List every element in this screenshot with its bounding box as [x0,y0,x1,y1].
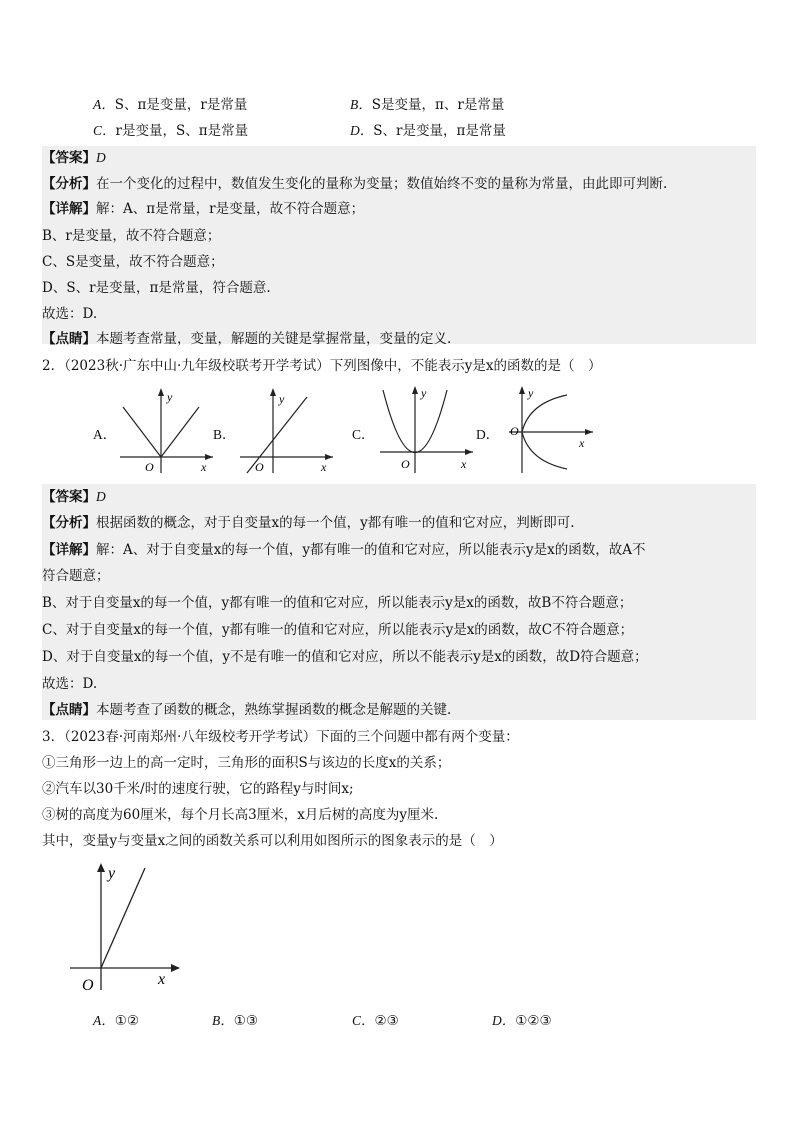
q2-graph-b [235,385,335,475]
q3-graph-line [101,868,145,968]
q3-option-b: B．①③ [212,1013,258,1029]
q3-option-d: D．①②③ [492,1013,552,1029]
q3-item-3: ③树的高度为60厘米，每个月长高3厘米，x月后树的高度为y厘米. [42,807,439,823]
q1-option-b: B．S是变量，π、r是常量 [350,97,505,113]
q2-graph-b-origin: O [255,460,264,474]
q3-graph-y-label: y [108,865,116,882]
q2-graph-c-x-arrow [465,449,473,455]
q3-option-c: C．②③ [352,1013,399,1029]
q1-detail-b: B、r是变量，故不符合题意； [42,228,221,244]
q1-choice: 故选：D. [42,306,98,322]
q2-graph-a-label: A． [93,427,117,442]
q2-analysis: 【分析】根据函数的概念，对于自变量x的每一个值，y都有唯一的值和它对应，判断即可. [42,515,575,531]
q2-graph-b-x-label: x [321,460,327,474]
q1-option-c: C．r是变量，S、π是常量 [93,123,249,139]
q2-graph-a-origin: O [145,460,154,474]
q1-option-a: A．S、π是变量，r是常量 [93,97,248,113]
q2-graph-a-x-label: x [201,460,207,474]
q3-graph-origin: O [82,977,94,994]
q1-option-d: D．S、r是变量，π是常量 [350,123,506,139]
q3-graph-x-arrow [171,964,180,972]
q3-option-a: A．①② [93,1013,139,1029]
q2-graph-a-y-arrow [158,388,164,396]
q2-detail-b: B、对于自变量x的每一个值，y都有唯一的值和它对应，所以能表示y是x的函数，故B不符合题意； [42,595,633,611]
q2-graph-d-y-label: y [528,386,534,400]
q1-answer: 【答案】D [42,150,106,166]
q2-graph-c-y-label: y [421,386,427,400]
q2-graph-b-y-arrow [270,388,276,396]
q2-graph-d-x-arrow [585,429,593,435]
q2-graph-d [495,385,595,475]
q2-graph-c-origin: O [401,457,410,471]
q2-stem: 2．（2023秋·广东中山·九年级校联考开学考试）下列图像中，不能表示y是x的函数的是（ ） [42,358,602,374]
q3-item-2: ②汽车以30千米/时的速度行驶，它的路程y与时间x; [42,781,354,797]
q1-detail: 【详解】解：A、π是常量，r是变量，故不符合题意； [42,201,365,217]
q2-graph-c-label: C． [352,427,375,442]
q1-comment: 【点睛】本题考查常量，变量，解题的关键是掌握常量，变量的定义. [42,331,452,347]
q2-graph-b-label: B． [213,427,236,442]
q2-detail-d: D、对于自变量x的每一个值，y不是有唯一的值和它对应，所以不能表示y是x的函数，故D符合题意； [42,649,648,665]
q1-detail-c: C、S是变量，故不符合题意； [42,254,224,270]
q2-comment: 【点睛】本题考查了函数的概念，熟练掌握函数的概念是解题的关键. [42,702,452,718]
q2-choice: 故选：D. [42,676,98,692]
q2-detail-c: C、对于自变量x的每一个值，y都有唯一的值和它对应，所以能表示y是x的函数，故C不符合题意； [42,622,634,638]
q3-graph-x-label: x [158,971,166,988]
q1-analysis: 【分析】在一个变化的过程中，数值发生变化的量称为变量；数值始终不变的量称为常量，由此即可判断. [42,176,668,192]
q3-question: 其中，变量y与变量x之间的函数关系可以利用如图所示的图象表示的是（ ） [42,833,503,849]
q2-graph-d-origin: O [510,424,519,438]
q2-graph-a-y-label: y [167,390,173,404]
q2-detail: 【详解】解：A、对于自变量x的每一个值，y都有唯一的值和它对应，所以能表示y是x的函数，故A不 [42,542,646,558]
q2-graph-d-label: D． [476,427,500,442]
q2-answer: 【答案】D [42,489,106,505]
q3-graph-y-arrow [97,863,105,872]
q2-graph-c [375,385,475,475]
q1-detail-d: D、S、r是变量，π是常量，符合题意. [42,280,271,296]
q2-graph-d-x-label: x [579,436,585,450]
q2-graph-c-x-label: x [461,457,467,471]
q3-stem: 3．（2023春·河南郑州·八年级校考开学考试）下面的三个问题中都有两个变量： [42,729,519,745]
q2-graph-a [115,385,215,475]
q2-graph-c-y-arrow [412,386,418,394]
q3-item-1: ①三角形一边上的高一定时，三角形的面积S与该边的长度x的关系； [42,755,451,771]
q2-graph-b-y-label: y [279,392,285,406]
q2-detail-a-cont: 符合题意； [42,568,110,584]
q3-graph [68,858,208,998]
q2-graph-d-y-arrow [519,386,525,394]
